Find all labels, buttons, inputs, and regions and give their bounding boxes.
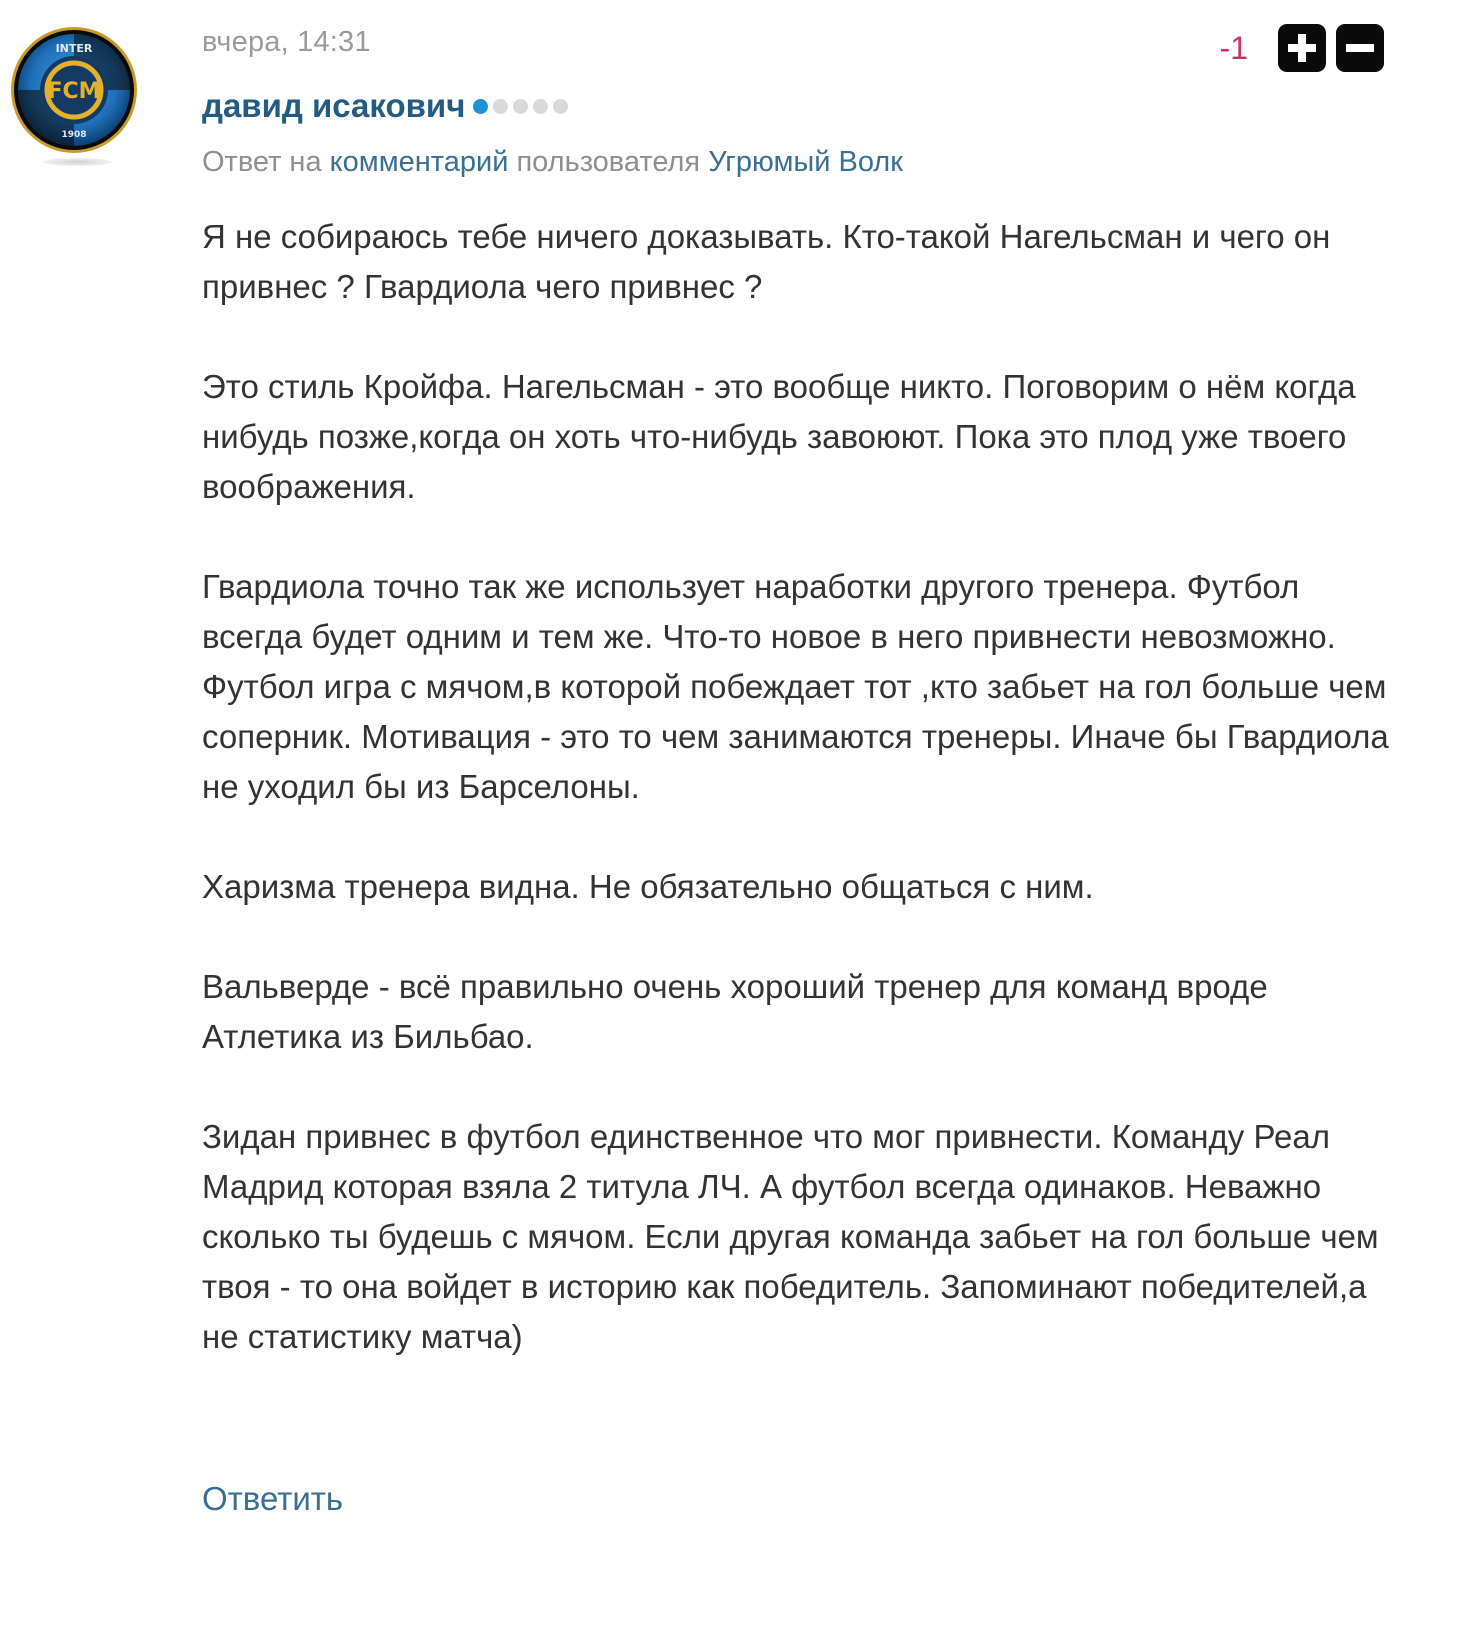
comment-paragraph: Гвардиола точно так же использует наработки другого тренера. Футбол всегда будет одним и тем же. Что-то новое в него привнести невозможно. Футбол игра с мячом,в которой побеждает тот ,кто забьет на гол больше чем соперник. Мотивация - это то чем занимаются тренеры. Иначе бы Гвардиола не уходил бы из Барселоны. (202, 568, 1389, 805)
svg-text:FCM: FCM (47, 79, 101, 104)
comment-paragraph: Это стиль Кройфа. Нагельсман - это вообще никто. Поговорим о нём когда нибудь позже,когда он хоть что-нибудь завоюют. Пока это плод уже твоего воображения. (202, 368, 1356, 505)
rating-dot-empty (513, 99, 528, 114)
comment-body (202, 212, 1392, 1362)
comment-paragraph: Вальверде - всё правильно очень хороший тренер для команд вроде Атлетика из Бильбао. (202, 968, 1268, 1055)
comment-paragraph: Я не собираюсь тебе ничего доказывать. Кто-такой Нагельсман и чего он привнес ? Гвардиола чего привнес ? (202, 218, 1331, 305)
svg-text:INTER: INTER (55, 42, 93, 55)
author-row (202, 86, 568, 126)
reply-button[interactable]: Ответить (202, 1480, 344, 1517)
comment-paragraph: Харизма тренера видна. Не обязательно общаться с ним. (202, 868, 1094, 905)
comment-timestamp: вчера, 14:31 (202, 26, 371, 58)
rating-dot-empty (493, 99, 508, 114)
vote-controls (1220, 24, 1384, 72)
reply-to-info (202, 146, 903, 179)
comment-paragraph: Зидан привнес в футбол единственное что мог привнести. Команду Реал Мадрид которая взяла 2 титула ЛЧ. А футбол всегда одинаков. Неважно сколько ты будешь с мячом. Если другая команда забьет на гол больше чем твоя - то она войдет в историю как победитель. Запоминают победителей,а не статистику матча) (202, 1118, 1379, 1355)
rating-dot-filled (473, 99, 488, 114)
svg-text:1908: 1908 (61, 130, 87, 140)
author-name-link[interactable]: давид исакович (202, 87, 466, 124)
reply-to-prefix: Ответ на (202, 146, 330, 178)
avatar-shadow (42, 158, 112, 166)
rating-dot-empty (533, 99, 548, 114)
avatar[interactable] (8, 24, 140, 156)
user-rating-dots (473, 99, 568, 114)
rating-dot-empty (553, 99, 568, 114)
reply-to-middle: пользователя (508, 146, 709, 178)
vote-score: -1 (1219, 29, 1248, 66)
parent-user-link[interactable]: Угрюмый Волк (708, 146, 903, 178)
inter-crest-icon (8, 24, 140, 156)
upvote-button[interactable] (1278, 24, 1326, 72)
downvote-button[interactable] (1336, 24, 1384, 72)
parent-comment-link[interactable]: комментарий (329, 146, 509, 178)
